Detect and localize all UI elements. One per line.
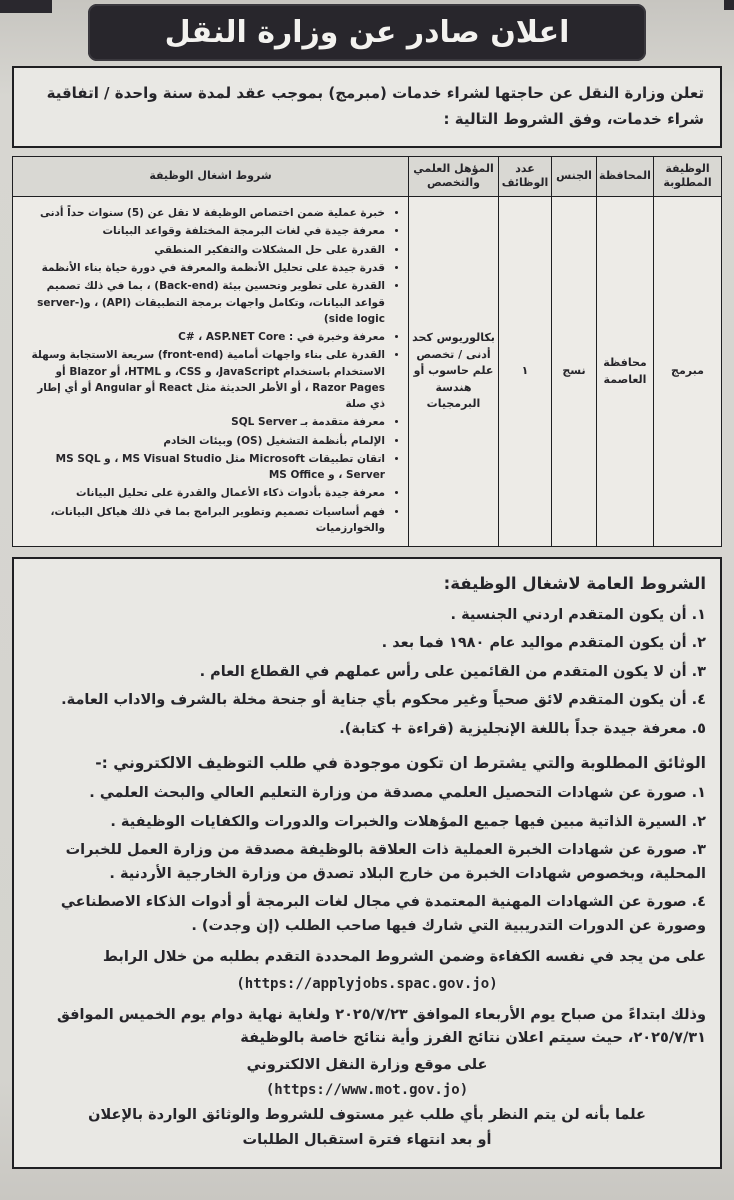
cell-qualification: بكالوريوس كحد أدنى / تخصص علم حاسوب أو هندسة البرمجيات: [409, 197, 499, 547]
job-condition-item: • الإلمام بأنظمة التشغيل (OS) وبيئات الخادم: [19, 433, 385, 449]
header-governorate: المحافظة: [597, 156, 654, 197]
job-condition-item: • معرفة جيدة بأدوات ذكاء الأعمال والقدرة على تحليل البيانات: [19, 485, 385, 501]
header-job-title: الوظيفة المطلوبة: [654, 156, 722, 197]
job-condition-item: • فهم أساسيات تصميم وتطوير البرامج بما في ذلك هياكل البيانات، والخوارزميات: [19, 504, 385, 537]
job-condition-item: • معرفة وخبرة في : C# ، ASP.NET Core: [19, 329, 385, 345]
header-conditions: شروط اشغال الوظيفة: [13, 156, 409, 197]
header-vacancies: عدد الوظائف: [499, 156, 552, 197]
cell-job-conditions: [13, 197, 409, 547]
application-dates: وذلك ابتداءً من صباح يوم الأربعاء الموافق ٢٠٢٥/٧/٢٣ ولغاية نهاية دوام يوم الخميس الموافق ٢٠٢٥/٧/٣١، حيث سيتم اعلان نتائج الفرز وأية نتائج خاصة بالوظيفة: [56, 1006, 706, 1047]
documents-heading: الوثائق المطلوبة والتي يشترط ان تكون موجودة في طلب التوظيف الالكتروني :-: [95, 754, 706, 773]
header-qualification: المؤهل العلمي والتخصص: [409, 156, 499, 197]
job-condition-item: • معرفة متقدمة بـ SQL Server: [19, 414, 385, 430]
document-item: ٣. صورة عن شهادات الخبرة العملية ذات العلاقة بالوظيفة مصدقة من وزارة العمل للخبرات المحلية، وبخصوص شهادات الخبرة من خارج البلاد تصدق من وزارة الخارجية الأردنية .: [65, 842, 706, 882]
scan-corner-mark-left: [0, 0, 52, 13]
apply-link: (https://applyjobs.spac.gov.jo): [236, 975, 498, 992]
intro-text: تعلن وزارة النقل عن حاجتها لشراء خدمات (مبرمج) بموجب عقد لمدة سنة واحدة / اتفاقية شراء خدمات، وفق الشروط التالية :: [46, 84, 704, 129]
job-condition-item: • خبرة عملية ضمن اختصاص الوظيفة لا تقل عن (5) سنوات حداً أدنى: [19, 205, 385, 221]
document-item: ٤. صورة عن الشهادات المهنية المعتمدة في مجال لغات البرمجة أو أدوات الذكاء الاصطناعي وصورة عن الدورات التدريبية التي شارك فيها صاحب الطلب (إن وجدت) .: [60, 894, 706, 934]
cell-governorate: محافظة العاصمة: [597, 197, 654, 547]
ministry-site-link: (https://www.mot.gov.jo): [265, 1082, 469, 1098]
ministry-site-text: على موقع وزارة النقل الالكتروني: [246, 1056, 488, 1073]
document-item: ١. صورة عن شهادات التحصيل العلمي مصدقة من وزارة التعليم العالي والبحث العلمي .: [89, 785, 706, 802]
disclaimer-note-1: علما بأنه لن يتم النظر بأي طلب غير مستوف للشروط والوثائق الواردة بالإعلان: [88, 1106, 646, 1123]
general-condition-item: ٣. أن لا يكون المتقدم من القائمين على رأس عملهم في القطاع العام .: [199, 663, 706, 680]
job-conditions-list: [19, 205, 398, 536]
disclaimer-note-2: أو بعد انتهاء فترة استقبال الطلبات: [242, 1132, 492, 1149]
announcement-title-banner: [88, 4, 646, 61]
document-item: ٢. السيرة الذاتية مبين فيها جميع المؤهلات والخبرات والدورات والكفايات الوظيفية .: [110, 813, 706, 830]
announcement-text-box: [12, 557, 722, 1168]
general-condition-item: ٤. أن يكون المتقدم لائق صحياً وغير محكوم بأي جناية أو جنحة مخلة بالشرف والاداب العامة.: [61, 692, 706, 709]
cell-vacancies: ١: [499, 197, 552, 547]
general-conditions-list: [28, 604, 706, 741]
general-condition-item: ١. أن يكون المتقدم اردني الجنسية .: [450, 606, 706, 623]
announcement-body: [12, 66, 722, 1169]
cell-gender: نسج: [552, 197, 597, 547]
job-condition-item: • القدرة على بناء واجهات أمامية (front-end) سريعة الاستجابة وسهلة الاستخدام باستخدام JavaScript، و CSS، و HTML، أو Blazor أو Razor Pages ، أو الأطر الحديثة مثل React أو Angular أو أي إطار ذي صلة: [19, 347, 385, 412]
general-condition-item: ٢. أن يكون المتقدم مواليد عام ١٩٨٠ فما بعد .: [381, 635, 706, 652]
job-details-table: [12, 156, 722, 548]
job-condition-item: • اتقان تطبيقات Microsoft مثل MS Visual Studio ، و MS SQL Server ، و MS Office: [19, 451, 385, 484]
job-condition-item: • قدرة جيدة على تحليل الأنظمة والمعرفة في دورة حياة بناء الأنظمة: [19, 260, 385, 276]
page-title: اعلان صادر عن وزارة النقل: [164, 15, 570, 50]
table-row: [13, 197, 722, 547]
documents-list: [28, 782, 706, 938]
general-condition-item: ٥. معرفة جيدة جداً باللغة الإنجليزية (قراءة + كتابة).: [339, 720, 706, 737]
general-conditions-heading: الشروط العامة لاشغال الوظيفة:: [443, 574, 706, 594]
intro-paragraph-box: [12, 66, 722, 148]
apply-instruction: على من يجد في نفسه الكفاءة وضمن الشروط المحددة التقدم بطلبه من خلال الرابط: [102, 949, 706, 966]
cell-job-title: مبرمج: [654, 197, 722, 547]
job-condition-item: • القدرة على تطوير وتحسين بيئة (Back-end) ، بما في ذلك تصميم قواعد البيانات، وتكامل واجهات برمجة التطبيقات (API) ، و(server-side logic): [19, 278, 385, 327]
job-table-header: [13, 156, 722, 197]
job-condition-item: • القدرة على حل المشكلات والتفكير المنطقي: [19, 242, 385, 258]
header-gender: الجنس: [552, 156, 597, 197]
job-condition-item: • معرفة جيدة في لغات البرمجة المختلفة وقواعد البيانات: [19, 223, 385, 239]
scan-corner-mark-right: [724, 0, 734, 10]
